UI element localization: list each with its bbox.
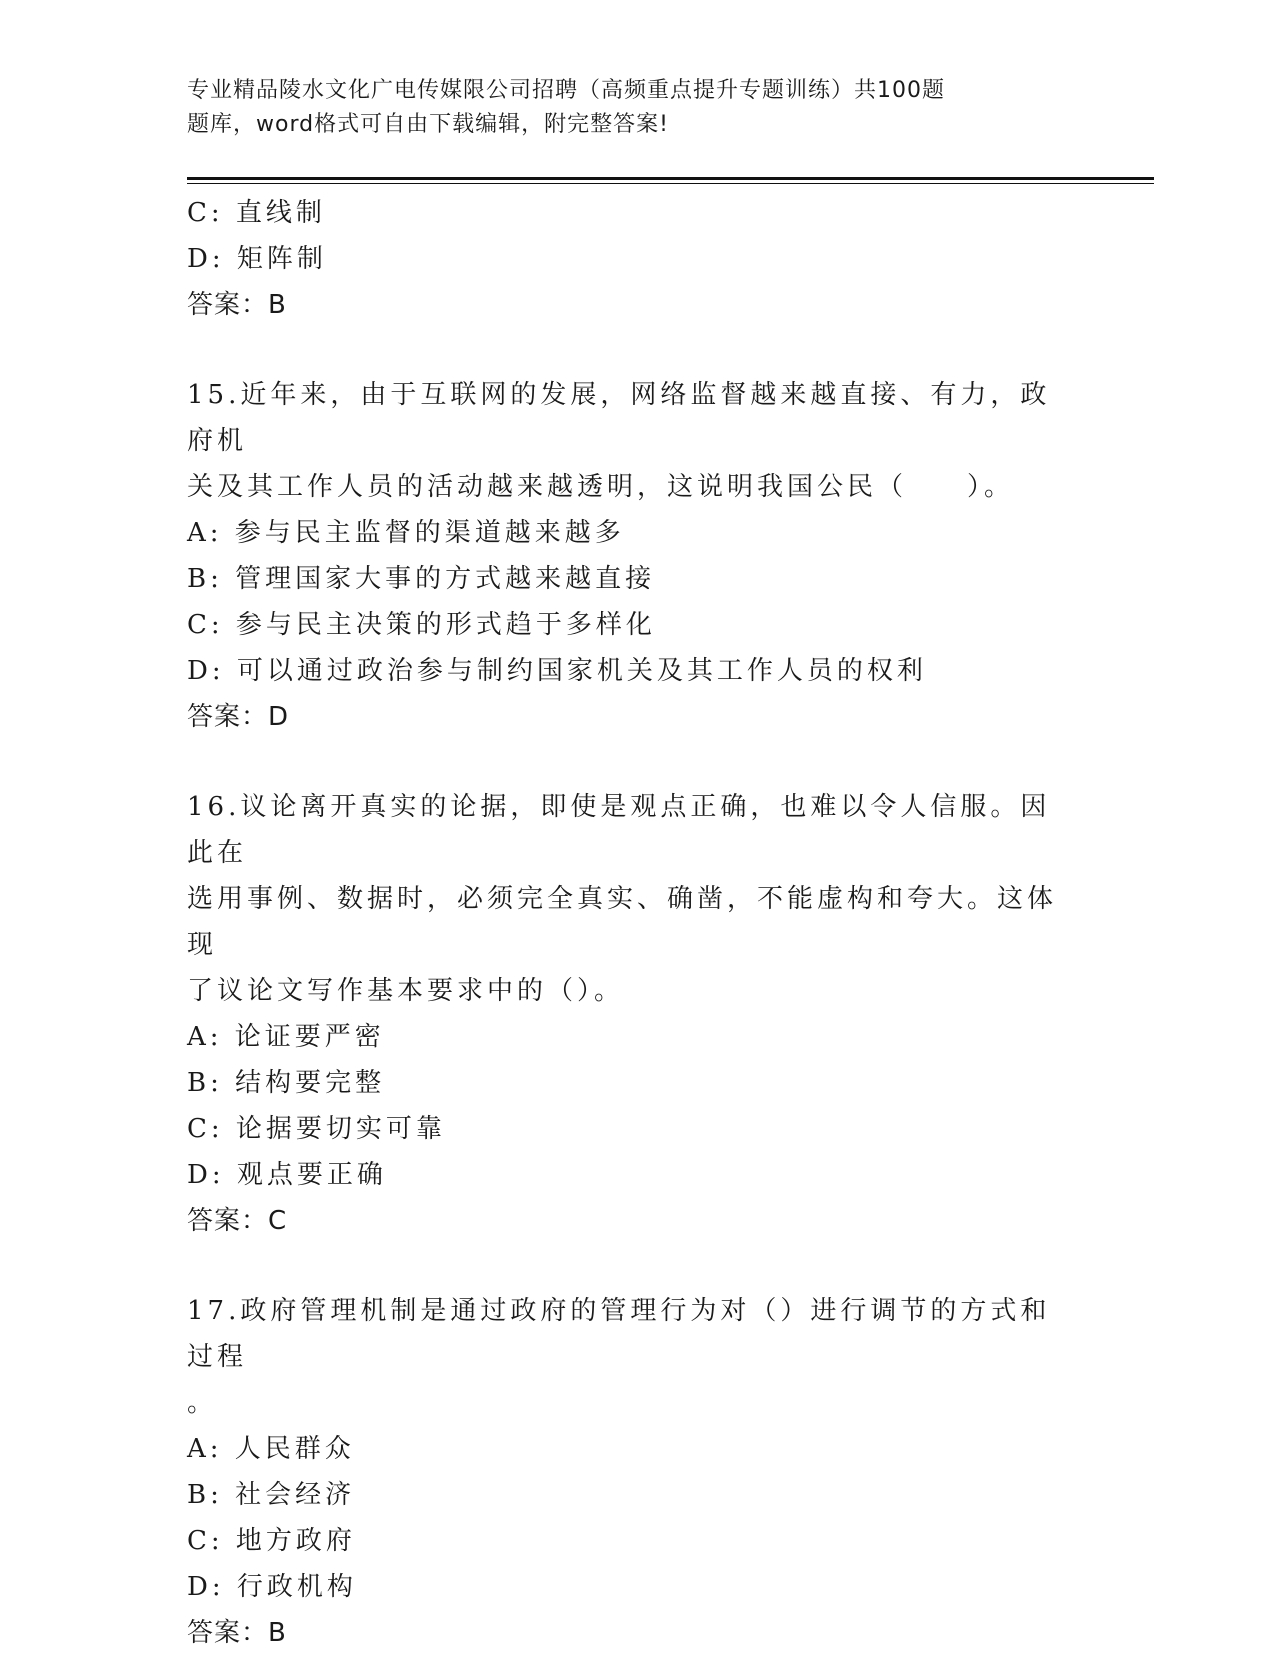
option-d: D: 矩阵制 (187, 244, 327, 274)
answer: 答案：D (187, 702, 290, 732)
answer: 答案：B (187, 290, 287, 320)
question-stem-line: 17.政府管理机制是通过政府的管理行为对（）进行调节的方式和过程 (187, 1296, 1051, 1372)
question-stem-line: 关及其工作人员的活动越来越透明，这说明我国公民（ ）。 (187, 472, 1015, 502)
header-divider-thin (187, 183, 1154, 184)
header-line-1: 专业精品陵水文化广电传媒限公司招聘（高频重点提升专题训练）共100题 (187, 78, 945, 103)
header-divider-thick (187, 177, 1154, 180)
option-b: B: 结构要完整 (187, 1068, 386, 1098)
option-d: D: 观点要正确 (187, 1160, 387, 1190)
question-16 (187, 784, 1087, 1244)
option-c: C: 直线制 (187, 198, 326, 228)
question-stem-line: 了议论文写作基本要求中的（）。 (187, 976, 625, 1006)
option-b: B: 管理国家大事的方式越来越直接 (187, 564, 656, 594)
question-15 (187, 372, 1087, 740)
option-a: A: 参与民主监督的渠道越来越多 (187, 518, 625, 548)
question-stem-line: 15.近年来，由于互联网的发展，网络监督越来越直接、有力，政府机 (187, 380, 1051, 456)
option-c: C: 参与民主决策的形式趋于多样化 (187, 610, 656, 640)
header-line-2: 题库，word格式可自由下载编辑，附完整答案! (187, 112, 669, 137)
option-d: D: 可以通过政治参与制约国家机关及其工作人员的权利 (187, 656, 927, 686)
question-stem-line: 。 (187, 1388, 218, 1418)
option-b: B: 社会经济 (187, 1480, 356, 1510)
answer: 答案：C (187, 1206, 288, 1236)
option-c: C: 论据要切实可靠 (187, 1114, 446, 1144)
document-header (187, 74, 1047, 142)
option-a: A: 论证要严密 (187, 1022, 385, 1052)
answer: 答案：B (187, 1618, 287, 1648)
option-d: D: 行政机构 (187, 1572, 357, 1602)
option-c: C: 地方政府 (187, 1526, 356, 1556)
option-a: A: 人民群众 (187, 1434, 355, 1464)
question-14-tail (187, 190, 1087, 328)
question-17 (187, 1288, 1087, 1656)
question-stem-line: 选用事例、数据时，必须完全真实、确凿，不能虚构和夸大。这体现 (187, 884, 1058, 960)
document-body (187, 190, 1087, 1656)
question-stem-line: 16.议论离开真实的论据，即使是观点正确，也难以令人信服。因此在 (187, 792, 1051, 868)
